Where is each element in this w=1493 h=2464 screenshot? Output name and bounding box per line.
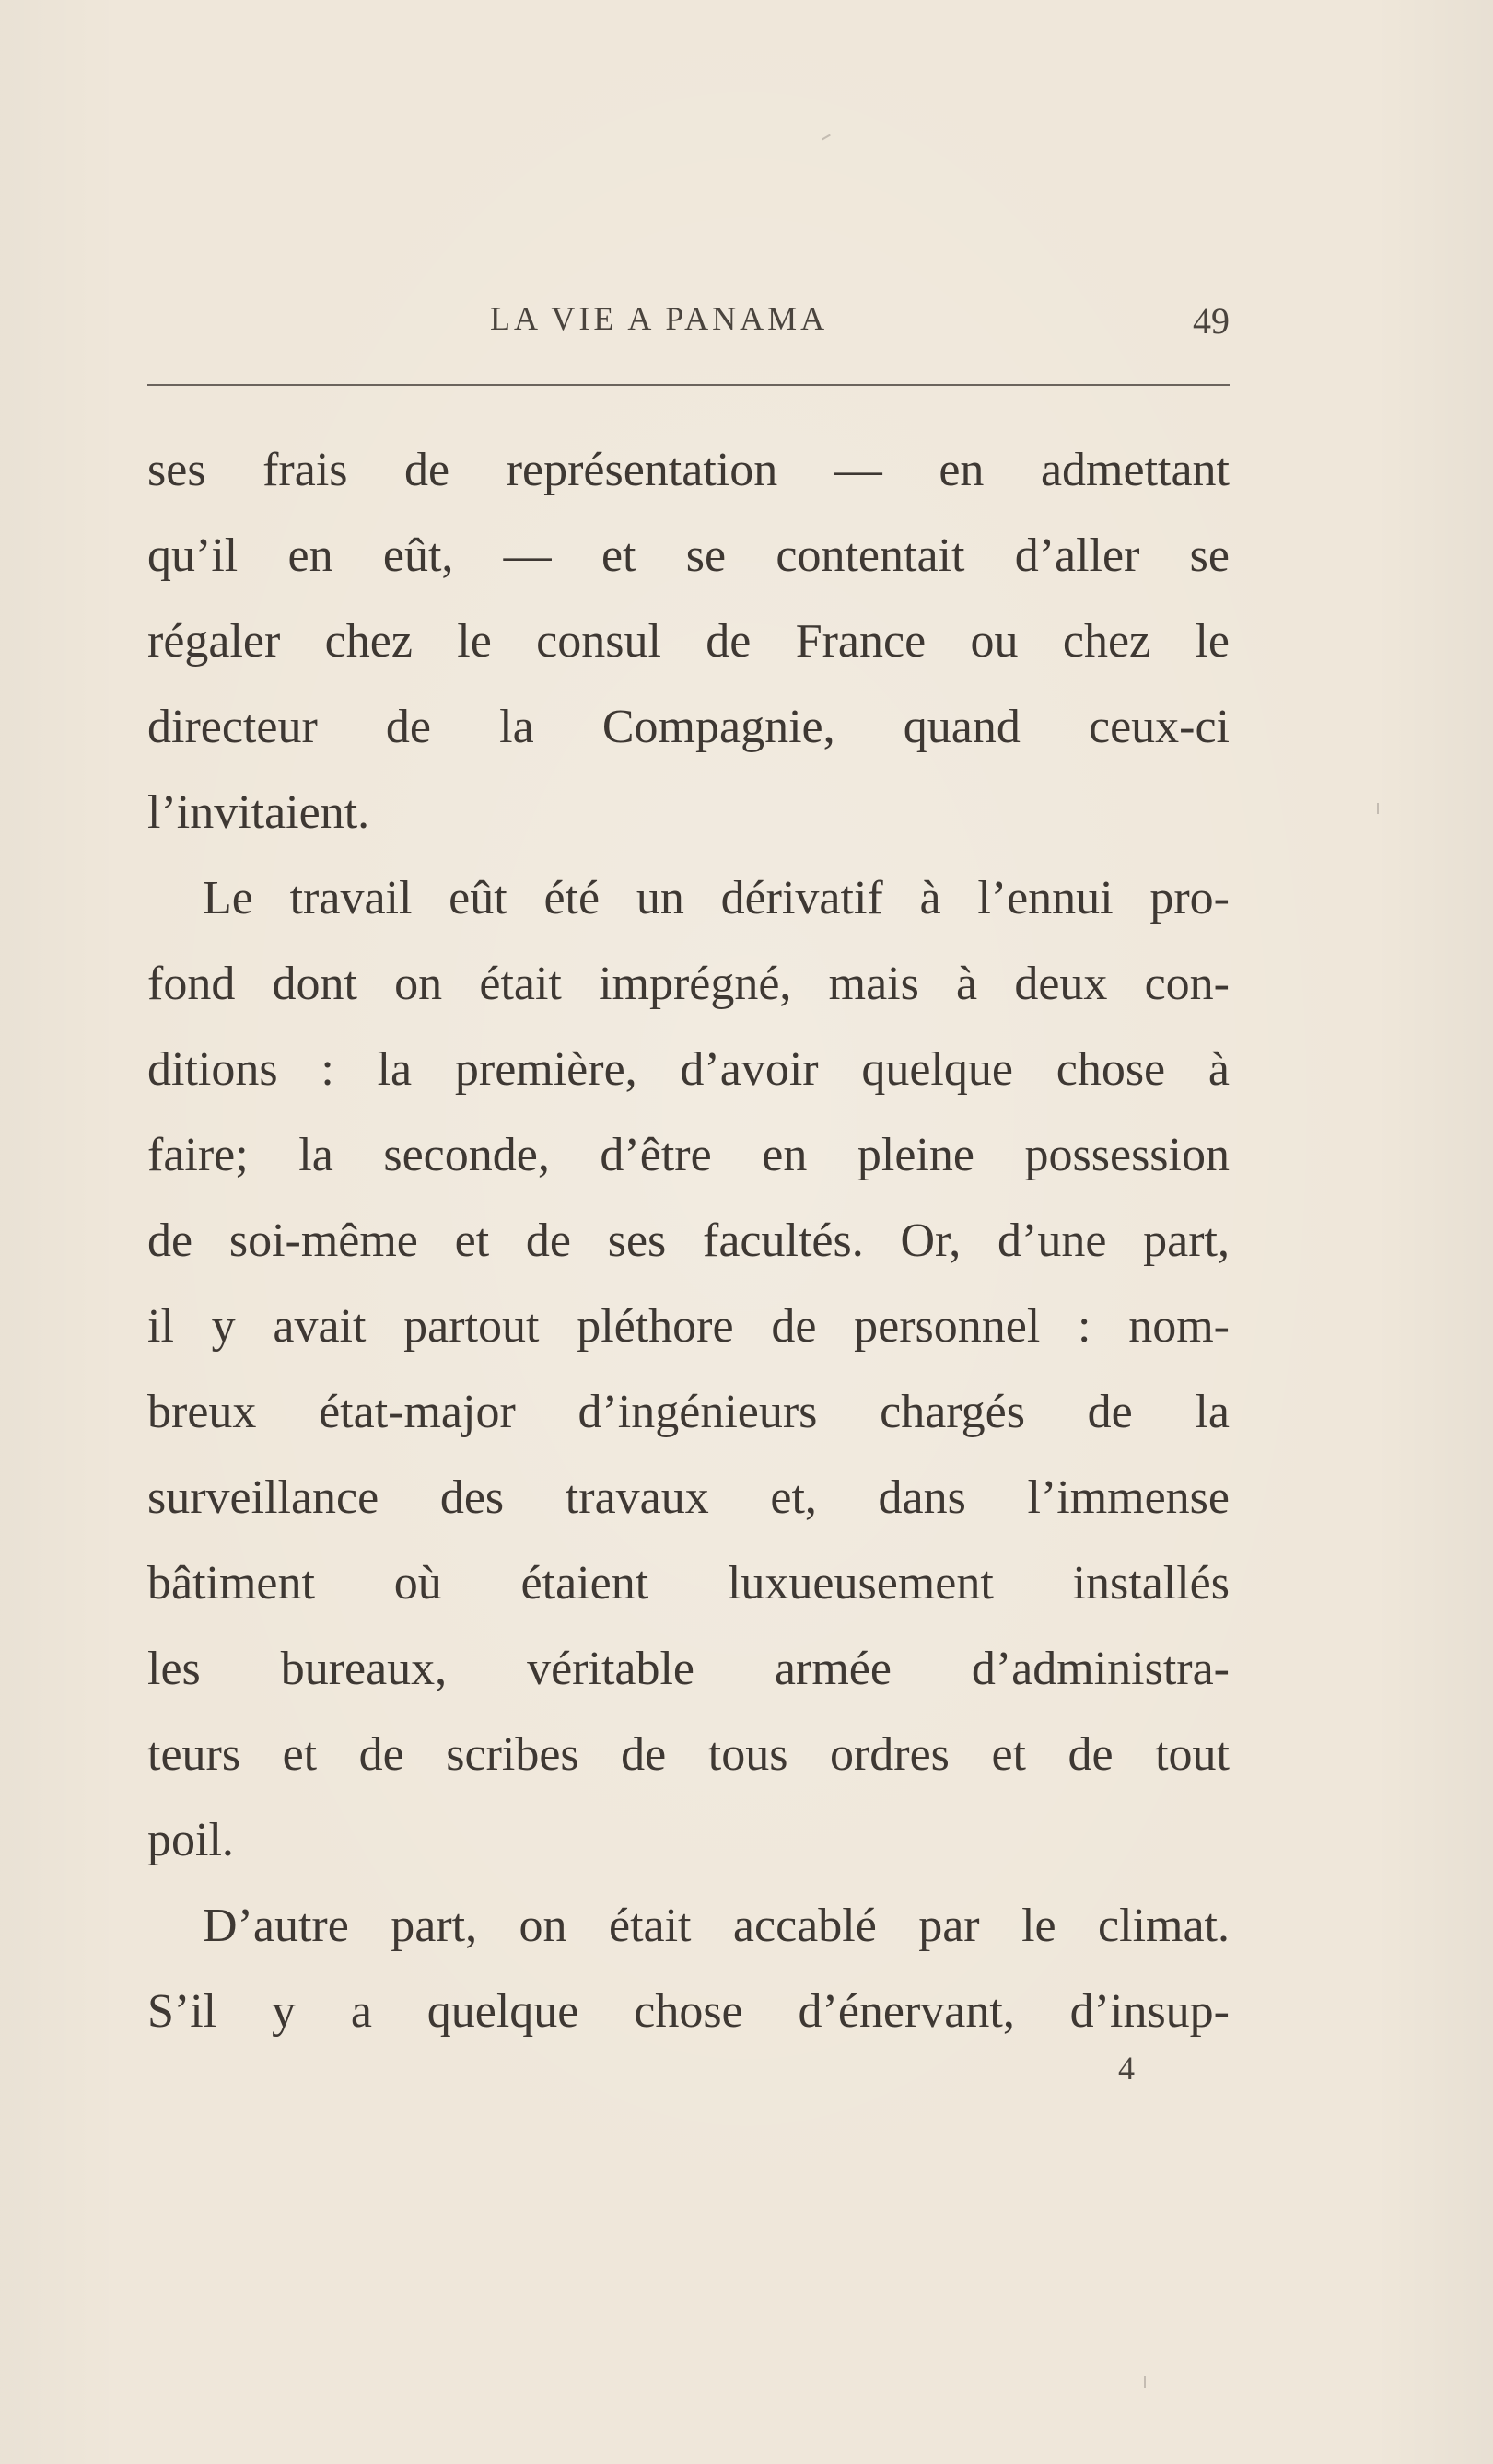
running-head (147, 299, 1230, 345)
text-line: les bureaux, véritable armée d’administra- (147, 1643, 1230, 1695)
text-line: fond dont on était imprégné, mais à deux con- (147, 958, 1230, 1010)
paper-speck (1377, 803, 1379, 814)
paper-speck (822, 134, 831, 141)
text-line: directeur de la Compagnie, quand ceux-ci (147, 701, 1230, 753)
text-line: ses frais de représentation — en admettant (147, 444, 1230, 496)
text-line: S’il y a quelque chose d’énervant, d’insup- (147, 1985, 1230, 2038)
text-line: D’autre part, on était accablé par le climat. (203, 1900, 1230, 1952)
header-rule (147, 384, 1230, 386)
text-line: ditions : la première, d’avoir quelque chose à (147, 1043, 1230, 1096)
paper-speck (1144, 2376, 1146, 2388)
text-line: bâtiment où étaient luxueusement installés (147, 1557, 1230, 1610)
text-line: régaler chez le consul de France ou chez le (147, 615, 1230, 668)
text-line: de soi-même et de ses facultés. Or, d’une part, (147, 1215, 1230, 1267)
page-number: 49 (1193, 300, 1230, 342)
text-line: faire; la seconde, d’être en pleine possession (147, 1129, 1230, 1181)
running-title: LA VIE A PANAMA (490, 300, 829, 337)
text-line: Le travail eût été un dérivatif à l’ennui pro- (203, 872, 1230, 924)
text-line: il y avait partout pléthore de personnel : nom- (147, 1300, 1230, 1353)
text-line: qu’il en eût, — et se contentait d’aller se (147, 529, 1230, 582)
text-line: poil. (147, 1814, 234, 1866)
text-line: surveillance des travaux et, dans l’immense (147, 1471, 1230, 1524)
text-line: breux état-major d’ingénieurs chargés de la (147, 1386, 1230, 1438)
text-line: l’invitaient. (147, 786, 370, 839)
signature-mark: 4 (1118, 2050, 1135, 2086)
text-line: teurs et de scribes de tous ordres et de tout (147, 1728, 1230, 1781)
body-text (147, 435, 1230, 2062)
